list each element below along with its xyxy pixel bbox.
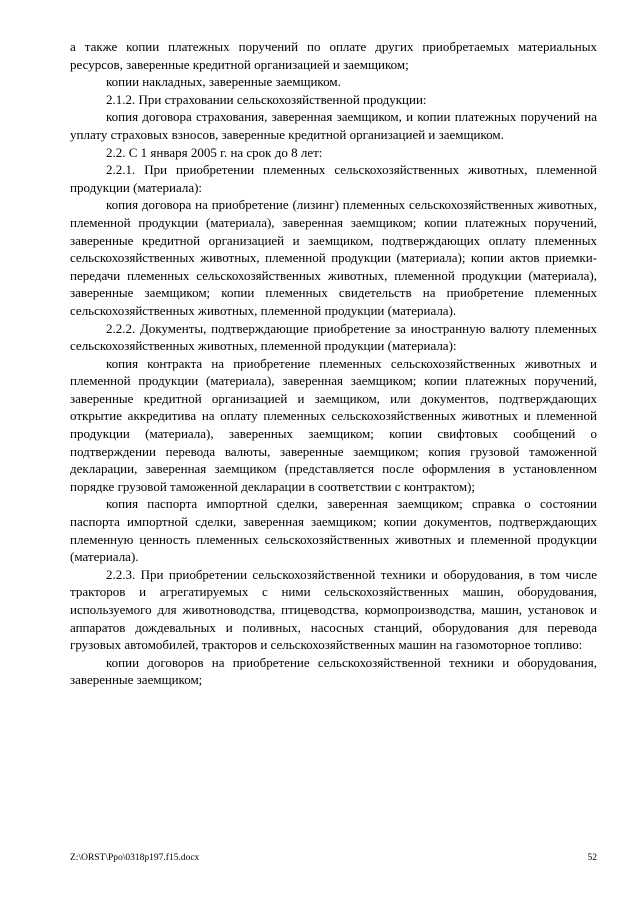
paragraph-11: 2.2.3. При приобретении сельскохозяйственной техники и оборудования, в том числе тракторов и агрегатируемых с ними сельскохозяйственных машин, оборудования, используемого для животноводства, птицеводства, кормопроизводства, машин, установок и аппаратов дождевальных и поливных, насосных станций, оборудования для перевода грузовых автомобилей, тракторов и сельскохозяйственных машин на газомоторное топливо:: [70, 566, 597, 653]
paragraph-8: 2.2.2. Документы, подтверждающие приобретение за иностранную валюту племенных сельскохозяйственных животных, племенной продукции (материала):: [70, 320, 597, 354]
paragraph-9: копия контракта на приобретение племенных сельскохозяйственных животных и племенной продукции (материала), заверенная заемщиком; копии платежных поручений, заверенные кредитной организацией и заемщиком, или документов, подтверждающих открытие аккредитива на оплату племенных сельскохозяйственных животных и племенной продукции (материала), заверенных заемщиком; копии свифтовых сообщений о подтверждении перевода валюты, заверенные заемщиком; копия грузовой таможенной декларации, заверенная заемщиком (представляется после оформления в установленном порядке грузовой таможенной декларации в соответствии с контрактом);: [70, 355, 597, 494]
paragraph-12: копии договоров на приобретение сельскохозяйственной техники и оборудования, заверенные заемщиком;: [70, 654, 597, 688]
page-number: 52: [587, 853, 597, 863]
paragraph-5: 2.2. С 1 января 2005 г. на срок до 8 лет:: [106, 144, 323, 160]
paragraph-6: 2.2.1. При приобретении племенных сельскохозяйственных животных, племенной продукции (материала):: [70, 162, 597, 195]
paragraph-4: копия договора страхования, заверенная заемщиком, и копии платежных поручений на уплату страховых взносов, заверенные кредитной организацией и заемщиком.: [70, 109, 597, 142]
paragraph-7: копия договора на приобретение (лизинг) племенных сельскохозяйственных животных, племенной продукции (материала), заверенная заемщиком; копии платежных поручений, заверенные кредитной организацией и заемщиком, подтверждающих оплату племенных сельскохозяйственных животных, племенной продукции (материала); копии актов приемки-передачи племенных сельскохозяйственных животных, племенной продукции (материала), заверенные заемщиком; копии племенных свидетельств на приобретение племенных сельскохозяйственных животных, племенной продукции (материала).: [70, 197, 597, 318]
paragraph-2: копии накладных, заверенные заемщиком.: [106, 74, 341, 90]
paragraph-10: копия паспорта импортной сделки, заверенная заемщиком; справка о состоянии паспорта импортной сделки, заверенная заемщиком; копии документов, подтверждающих племенную ценность племенных сельскохозяйственных животных и племенной продукции (материала).: [70, 496, 597, 565]
paragraph-1: а также копии платежных поручений по оплате других приобретаемых материальных ресурсов, заверенные кредитной организацией и заемщиком;: [70, 39, 597, 72]
document-body: [70, 38, 597, 689]
file-path: Z:\ORST\Ppo\0318p197.f15.docx: [70, 853, 200, 863]
paragraph-3: 2.1.2. При страховании сельскохозяйственной продукции:: [106, 91, 427, 107]
